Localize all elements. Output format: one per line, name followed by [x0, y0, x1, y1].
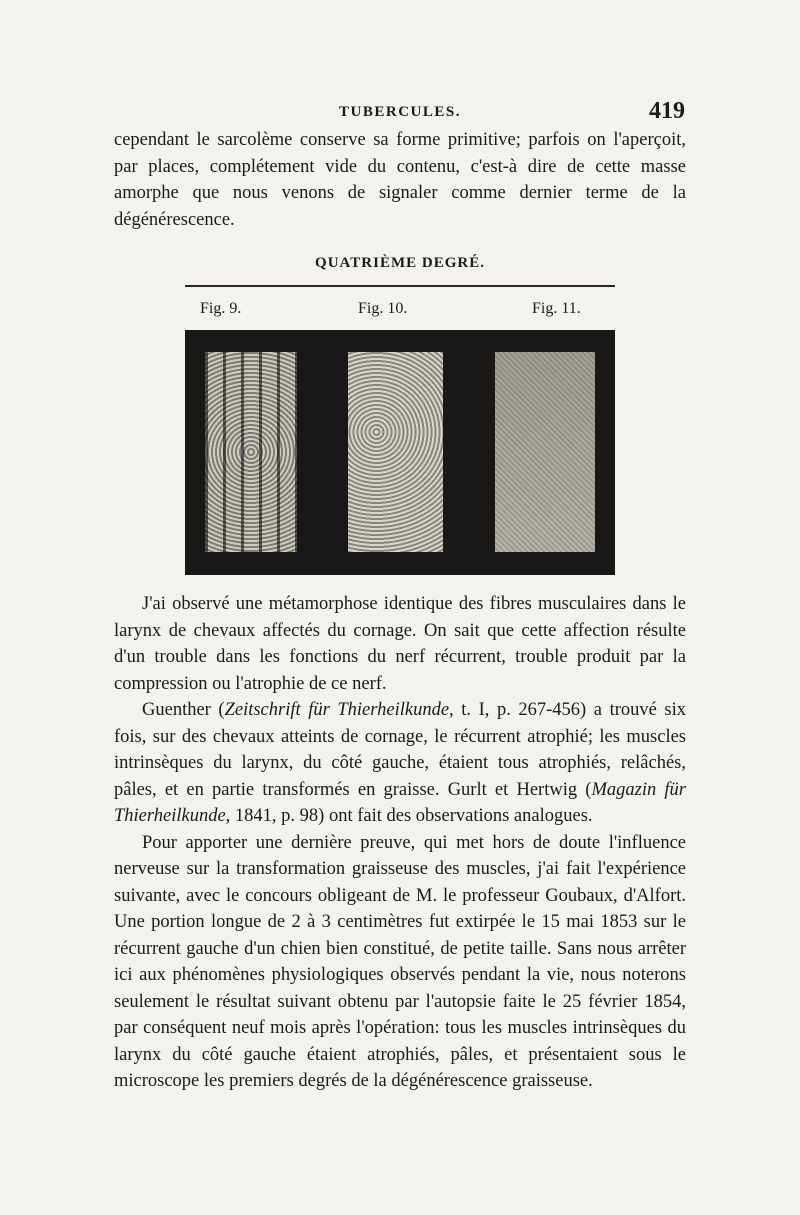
journal-title-magazin: Magazin für Thierheilkunde, [114, 779, 686, 826]
figure-11-label: Fig. 11. [532, 300, 581, 317]
paragraph-4: Pour apporter une dernière preuve, qui met hors de doute l'influence nerveuse sur la transformation graisseuse des muscles, j'ai fait l'expérience suivante, avec le concours obligeant de M. le professeur Goubaux, d'Alfort. Une portion longue de 2 à 3 centimètres fut extirpée le 15 mai 1853 sur le récurrent gauche d'un chien bien constitué, de petite taille. Sans nous arrêter ici aux phénomènes physiologiques observés pendant la vie, nous noterons seulement le résultat suivant obtenu par l'autopsie faite le 25 février 1854, par conséquent neuf mois après l'opération: tous les muscles intrinsèques du larynx du côté gauche étaient atrophiés, pâles, et présentaient sous le microscope les premiers degrés de la dégénérescence graisseuse. [114, 832, 686, 1091]
paragraph-3 [114, 697, 686, 830]
figure-11-image [495, 352, 595, 552]
section-heading: QUATRIÈME DEGRÉ. [315, 255, 485, 271]
figure-9-image [205, 352, 297, 552]
figure-9-label: Fig. 9. [200, 300, 242, 317]
microscopy-plate [185, 330, 615, 575]
running-head [115, 98, 685, 124]
body-text [114, 591, 686, 1095]
running-title: TUBERCULES. [339, 104, 461, 120]
figure-10-image [348, 352, 443, 552]
page-number: 419 [649, 98, 685, 124]
journal-title-zeitschrift: Zeitschrift für Thierheilkunde, [224, 700, 454, 720]
section-rule [185, 285, 615, 287]
figure-10-label: Fig. 10. [358, 300, 408, 317]
paragraph-3-part-a: Guenther ( [142, 700, 225, 720]
paragraph-2: J'ai observé une métamorphose identique des fibres musculaires dans le larynx de chevaux affectés du cornage. On sait que cette affection résulte d'un trouble dans les fonctions du nerf récurrent, trouble produit par la compression ou l'atrophie de ce nerf. [114, 594, 686, 694]
paragraph-3-part-b: t. I, p. 267-456) a trouvé six fois, sur des chevaux atteints de cornage, le récurrent atrophié; les muscles intrinsèques du larynx, du côté gauche, étaient tous atrophiés, relâchés, pâles, et en partie transformés en graisse. Gurlt et Hertwig ( [114, 700, 686, 800]
paragraph-1: cependant le sarcolème conserve sa forme primitive; parfois on l'aperçoit, par places, complétement vide du contenu, c'est-à dire de cette masse amorphe que nous venons de signaler comme dernier terme de la dégénérescence. [114, 130, 686, 230]
paragraph-3-part-c: 1841, p. 98) ont fait des observations analogues. [230, 806, 593, 826]
